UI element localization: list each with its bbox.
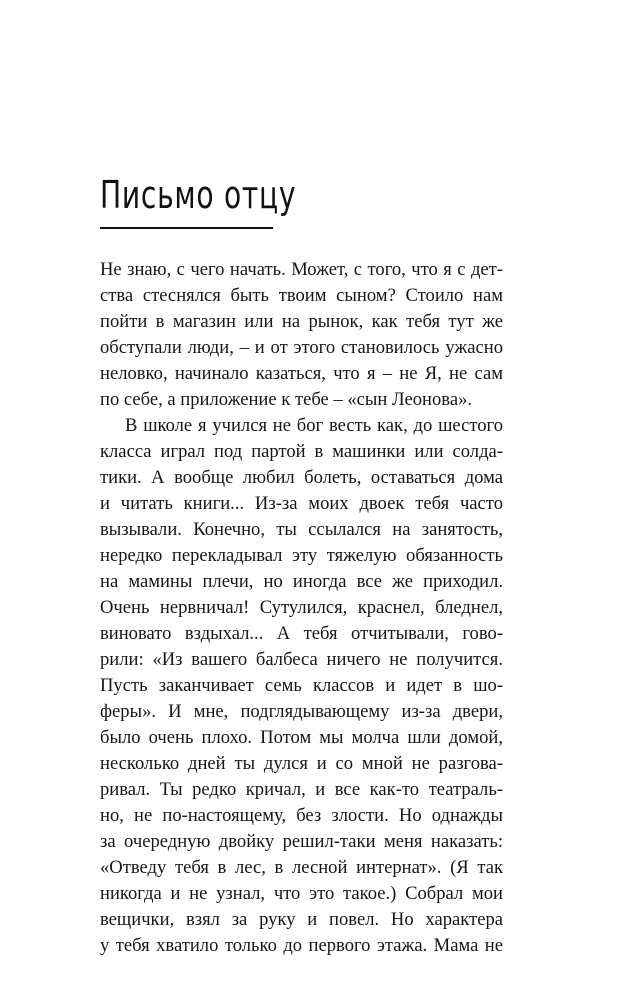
text-line: но, не по-настоящему, без злости. Но однажды: [100, 805, 503, 826]
text-line: вещички, взял за руку и повел. Но характера: [100, 909, 503, 930]
text-line: В школе я учился не бог весть как, до шестого: [125, 415, 503, 436]
chapter-title: Письмо отцу: [100, 173, 297, 217]
text-line: и читать книги... Из-за моих двоек тебя часто: [100, 493, 503, 514]
text-line: Очень нервничал! Сутулился, краснел, бледнел,: [100, 597, 503, 618]
text-line: тики. А вообще любил болеть, оставаться дома: [100, 467, 503, 488]
text-line: за очередную двойку решил-таки меня наказать:: [100, 831, 503, 852]
text-line: никогда и не узнал, что это такое.) Собрал мои: [100, 883, 503, 904]
title-underline: [100, 227, 273, 229]
text-line: феры». И мне, подглядывающему из-за двери,: [100, 701, 503, 722]
text-line: обступали люди, – и от этого становилось ужасно: [100, 337, 503, 358]
text-line: неловко, начинало казаться, что я – не Я, не сам: [100, 363, 503, 384]
text-line: было очень плохо. Потом мы молча шли домой,: [100, 727, 503, 748]
text-line: нередко перекладывал эту тяжелую обязанность: [100, 545, 503, 566]
text-line: Пусть заканчивает семь классов и идет в шо-: [100, 675, 503, 696]
text-line: Не знаю, с чего начать. Может, с того, что я с дет-: [100, 259, 503, 280]
text-line: рили: «Из вашего балбеса ничего не получится.: [100, 649, 503, 670]
text-line: ривал. Ты редко кричал, и все как-то театраль-: [100, 779, 503, 800]
text-line: «Отведу тебя в лес, в лесной интернат». (Я так: [100, 857, 503, 878]
text-line: пойти в магазин или на рынок, как тебя тут же: [100, 311, 503, 332]
text-line: класса играл под партой в машинки или солда-: [100, 441, 503, 462]
text-line: вызывали. Конечно, ты ссылался на занятость,: [100, 519, 503, 540]
text-line: по себе, а приложение к тебе – «сын Леонова».: [100, 389, 473, 410]
text-line: у тебя хватило только до первого этажа. Мама не: [100, 935, 503, 956]
text-line: несколько дней ты дулся и со мной не разгова-: [100, 753, 503, 774]
text-line: ства стеснялся быть твоим сыном? Стоило нам: [100, 285, 503, 306]
text-line: виновато вздыхал... А тебя отчитывали, гово-: [100, 623, 503, 644]
text-line: на мамины плечи, но иногда все же приходил.: [100, 571, 503, 592]
body-text: [100, 257, 503, 959]
